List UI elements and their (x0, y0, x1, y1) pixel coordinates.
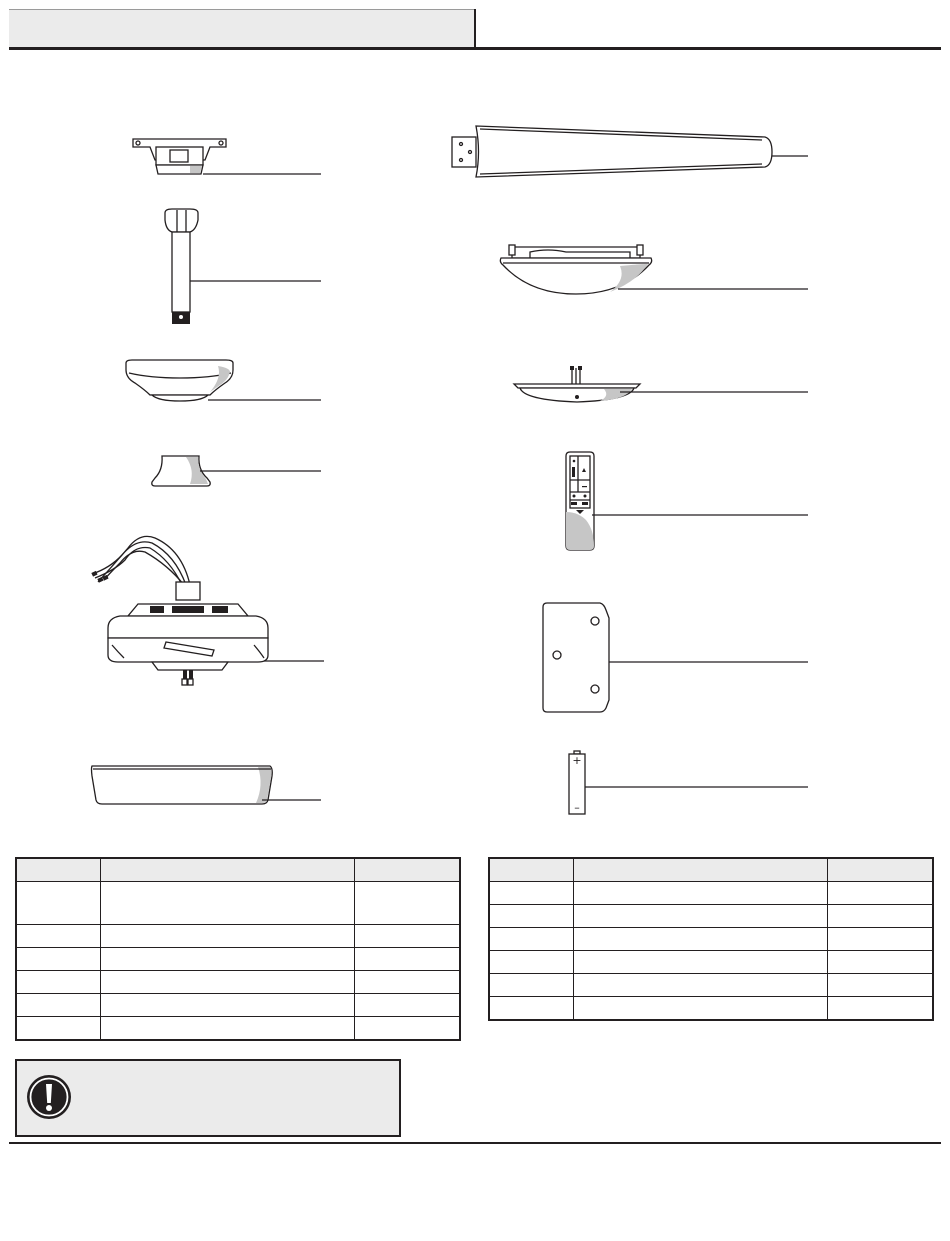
table-cell (573, 951, 827, 974)
parts-table-left (15, 857, 461, 1041)
table-cell (573, 928, 827, 951)
table-cell (16, 971, 100, 994)
motor-assembly-drawing (91, 536, 324, 685)
table-cell (16, 925, 100, 948)
table-cell (573, 997, 827, 1021)
footer-rule (9, 1142, 941, 1144)
table-cell (354, 925, 460, 948)
table-cell (16, 994, 100, 1017)
table-cell (573, 905, 827, 928)
column-header-quantity (827, 858, 933, 882)
canopy-drawing (126, 360, 321, 401)
table-cell (489, 882, 573, 905)
table-cell (16, 882, 100, 925)
table-cell (100, 971, 354, 994)
blade-drawing (452, 126, 808, 177)
table-cell (354, 882, 460, 925)
table-cell (489, 974, 573, 997)
table-cell (16, 1017, 100, 1041)
table-cell (827, 882, 933, 905)
table-cell (827, 928, 933, 951)
switch-housing-cover-drawing (92, 766, 322, 804)
battery-drawing (569, 751, 808, 814)
light-kit-drawing (514, 366, 808, 402)
column-header-quantity (354, 858, 460, 882)
table-cell (489, 928, 573, 951)
notice-box (15, 1059, 401, 1137)
table-cell (354, 994, 460, 1017)
table-row (16, 994, 460, 1017)
table-row (489, 882, 933, 905)
table-cell (489, 997, 573, 1021)
table-cell (489, 951, 573, 974)
downrod-drawing (165, 209, 321, 324)
table-row (489, 928, 933, 951)
parts-table-right (488, 857, 934, 1021)
column-header-part (16, 858, 100, 882)
table-cell (827, 974, 933, 997)
table-header-row (489, 858, 933, 882)
remote-control-drawing (566, 452, 808, 550)
table-cell (827, 951, 933, 974)
table-row (489, 951, 933, 974)
battery-plus-mark: + (572, 754, 582, 767)
table-cell (100, 1017, 354, 1041)
table-cell (489, 905, 573, 928)
table-cell (827, 997, 933, 1021)
table-cell (354, 971, 460, 994)
table-cell (573, 974, 827, 997)
table-row (489, 997, 933, 1021)
table-cell (100, 925, 354, 948)
table-cell (100, 882, 354, 925)
coupling-cover-drawing (152, 456, 321, 486)
wall-mount-plate-drawing (543, 603, 808, 712)
table-cell (16, 948, 100, 971)
table-cell (573, 882, 827, 905)
table-cell (100, 994, 354, 1017)
table-row (16, 948, 460, 971)
exclamation-icon (26, 1074, 72, 1120)
table-row (16, 925, 460, 948)
battery-minus-mark: – (574, 801, 580, 814)
light-glass-shade-drawing (500, 245, 808, 294)
table-row (16, 1017, 460, 1041)
table-row (489, 974, 933, 997)
column-header-description (573, 858, 827, 882)
table-cell (354, 948, 460, 971)
column-header-description (100, 858, 354, 882)
table-row (16, 971, 460, 994)
table-header-row (16, 858, 460, 882)
mounting-bracket-drawing (133, 139, 321, 174)
table-row (16, 882, 460, 925)
table-row (489, 905, 933, 928)
table-cell (827, 905, 933, 928)
table-cell (354, 1017, 460, 1041)
column-header-part (489, 858, 573, 882)
table-cell (100, 948, 354, 971)
